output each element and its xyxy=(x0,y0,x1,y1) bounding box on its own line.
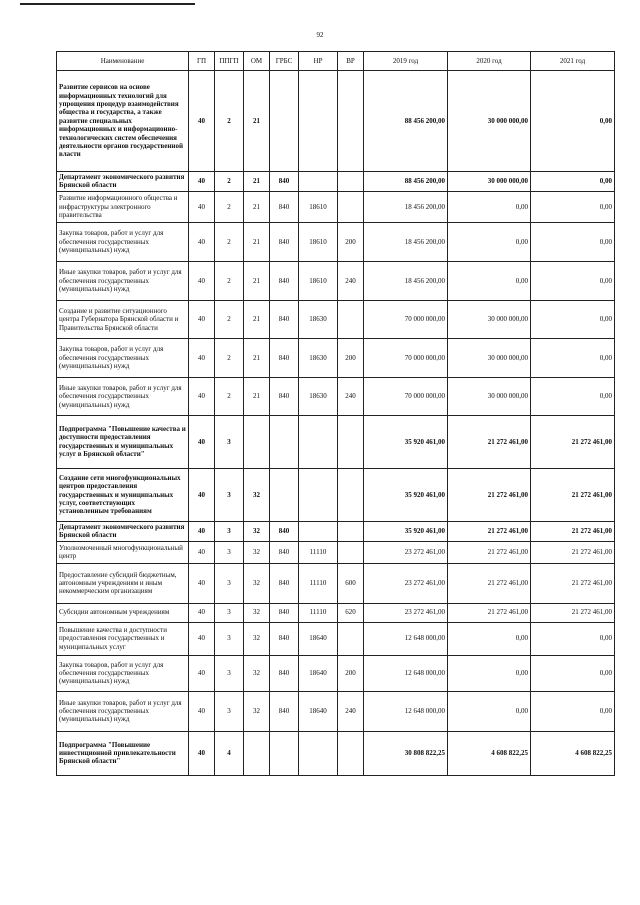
cell-nr: 18630 xyxy=(299,300,338,338)
cell-ppgp: 2 xyxy=(215,261,244,300)
cell-om: 32 xyxy=(244,655,270,691)
cell-gp: 40 xyxy=(189,377,215,415)
cell-vr xyxy=(338,415,364,468)
cell-om xyxy=(244,415,270,468)
cell-grbs: 840 xyxy=(270,691,299,731)
cell-nr: 11110 xyxy=(299,563,338,603)
col-header-vr: ВР xyxy=(338,52,364,71)
cell-name: Уполномоченный многофункциональный центр xyxy=(57,541,189,563)
cell-name: Предоставление субсидий бюджетным, автономным учреждениям и иным некоммерческим организациям xyxy=(57,563,189,603)
cell-2019: 18 456 200,00 xyxy=(364,222,448,261)
col-header-nr: НР xyxy=(299,52,338,71)
cell-grbs: 840 xyxy=(270,191,299,222)
cell-2019: 88 456 200,00 xyxy=(364,172,448,192)
cell-2020: 0,00 xyxy=(448,261,531,300)
cell-om: 32 xyxy=(244,541,270,563)
cell-gp: 40 xyxy=(189,191,215,222)
cell-2021: 0,00 xyxy=(531,71,615,172)
cell-om: 32 xyxy=(244,603,270,622)
cell-2019: 70 000 000,00 xyxy=(364,300,448,338)
cell-vr: 240 xyxy=(338,691,364,731)
cell-name: Подпрограмма "Повышение инвестиционной привлекательности Брянской области" xyxy=(57,731,189,775)
cell-gp: 40 xyxy=(189,468,215,521)
cell-nr: 18610 xyxy=(299,261,338,300)
cell-2021: 21 272 461,00 xyxy=(531,541,615,563)
cell-2019: 23 272 461,00 xyxy=(364,563,448,603)
cell-gp: 40 xyxy=(189,415,215,468)
cell-name: Иные закупки товаров, работ и услуг для обеспечения государственных (муниципальных) нужд xyxy=(57,261,189,300)
table-row xyxy=(57,521,615,541)
cell-grbs xyxy=(270,468,299,521)
cell-nr: 18610 xyxy=(299,222,338,261)
cell-gp: 40 xyxy=(189,222,215,261)
cell-om: 32 xyxy=(244,563,270,603)
cell-2020: 21 272 461,00 xyxy=(448,603,531,622)
cell-2021: 0,00 xyxy=(531,622,615,655)
cell-name: Иные закупки товаров, работ и услуг для обеспечения государственных (муниципальных) нужд xyxy=(57,691,189,731)
cell-vr xyxy=(338,172,364,192)
cell-ppgp: 2 xyxy=(215,71,244,172)
cell-ppgp: 2 xyxy=(215,172,244,192)
cell-name: Создание сети многофункциональных центров предоставления государственных и муниципальных услуг, соответствующих установленным требованиям xyxy=(57,468,189,521)
cell-2020: 4 608 822,25 xyxy=(448,731,531,775)
col-header-grbs: ГРБС xyxy=(270,52,299,71)
cell-2019: 70 000 000,00 xyxy=(364,338,448,377)
cell-2020: 0,00 xyxy=(448,222,531,261)
cell-2020: 21 272 461,00 xyxy=(448,468,531,521)
cell-grbs xyxy=(270,415,299,468)
cell-om: 32 xyxy=(244,521,270,541)
cell-ppgp: 3 xyxy=(215,655,244,691)
cell-vr: 600 xyxy=(338,563,364,603)
cell-gp: 40 xyxy=(189,655,215,691)
cell-ppgp: 3 xyxy=(215,521,244,541)
cell-vr xyxy=(338,731,364,775)
cell-2021: 21 272 461,00 xyxy=(531,603,615,622)
cell-vr xyxy=(338,521,364,541)
table-row xyxy=(57,691,615,731)
table-row xyxy=(57,300,615,338)
col-header-name: Наименование xyxy=(57,52,189,71)
cell-vr xyxy=(338,71,364,172)
cell-grbs: 840 xyxy=(270,222,299,261)
col-header-2019: 2019 год xyxy=(364,52,448,71)
col-header-2020: 2020 год xyxy=(448,52,531,71)
cell-ppgp: 3 xyxy=(215,541,244,563)
cell-2020: 30 000 000,00 xyxy=(448,338,531,377)
cell-ppgp: 2 xyxy=(215,338,244,377)
table-row xyxy=(57,541,615,563)
cell-2020: 0,00 xyxy=(448,191,531,222)
cell-2021: 0,00 xyxy=(531,655,615,691)
cell-2021: 0,00 xyxy=(531,338,615,377)
cell-nr: 18640 xyxy=(299,655,338,691)
cell-2020: 21 272 461,00 xyxy=(448,563,531,603)
cell-gp: 40 xyxy=(189,338,215,377)
cell-nr: 11110 xyxy=(299,603,338,622)
cell-2019: 70 000 000,00 xyxy=(364,377,448,415)
cell-2020: 21 272 461,00 xyxy=(448,541,531,563)
cell-2021: 21 272 461,00 xyxy=(531,521,615,541)
cell-om xyxy=(244,731,270,775)
cell-om: 21 xyxy=(244,261,270,300)
cell-om: 21 xyxy=(244,71,270,172)
cell-2021: 4 608 822,25 xyxy=(531,731,615,775)
table-row xyxy=(57,563,615,603)
cell-gp: 40 xyxy=(189,521,215,541)
cell-gp: 40 xyxy=(189,563,215,603)
cell-2020: 21 272 461,00 xyxy=(448,521,531,541)
table-row xyxy=(57,622,615,655)
cell-name: Иные закупки товаров, работ и услуг для обеспечения государственных (муниципальных) нужд xyxy=(57,377,189,415)
cell-om: 32 xyxy=(244,468,270,521)
table-row xyxy=(57,655,615,691)
cell-nr xyxy=(299,468,338,521)
cell-nr xyxy=(299,71,338,172)
cell-ppgp: 2 xyxy=(215,377,244,415)
table-row xyxy=(57,731,615,775)
cell-2021: 21 272 461,00 xyxy=(531,563,615,603)
table-row xyxy=(57,377,615,415)
cell-nr: 11110 xyxy=(299,541,338,563)
cell-2021: 0,00 xyxy=(531,300,615,338)
budget-table xyxy=(56,51,615,776)
cell-om: 21 xyxy=(244,300,270,338)
cell-name: Подпрограмма "Повышение качества и доступности предоставления государственных и муниципальных услуг в Брянской области" xyxy=(57,415,189,468)
cell-vr xyxy=(338,622,364,655)
cell-vr xyxy=(338,468,364,521)
cell-2020: 0,00 xyxy=(448,691,531,731)
cell-2019: 18 456 200,00 xyxy=(364,191,448,222)
cell-2020: 30 000 000,00 xyxy=(448,71,531,172)
cell-ppgp: 2 xyxy=(215,191,244,222)
cell-ppgp: 2 xyxy=(215,222,244,261)
cell-2019: 35 920 461,00 xyxy=(364,415,448,468)
cell-gp: 40 xyxy=(189,261,215,300)
cell-2020: 30 000 000,00 xyxy=(448,300,531,338)
cell-name: Субсидии автономным учреждениям xyxy=(57,603,189,622)
cell-grbs: 840 xyxy=(270,172,299,192)
cell-2020: 0,00 xyxy=(448,655,531,691)
cell-2019: 30 808 822,25 xyxy=(364,731,448,775)
cell-2021: 0,00 xyxy=(531,691,615,731)
cell-ppgp: 3 xyxy=(215,622,244,655)
cell-2019: 12 648 000,00 xyxy=(364,691,448,731)
cell-nr: 18630 xyxy=(299,338,338,377)
cell-grbs: 840 xyxy=(270,603,299,622)
cell-ppgp: 4 xyxy=(215,731,244,775)
table-row xyxy=(57,71,615,172)
cell-grbs: 840 xyxy=(270,563,299,603)
cell-ppgp: 3 xyxy=(215,691,244,731)
cell-nr xyxy=(299,172,338,192)
cell-vr: 240 xyxy=(338,377,364,415)
cell-2021: 0,00 xyxy=(531,377,615,415)
cell-om: 21 xyxy=(244,377,270,415)
table-row xyxy=(57,603,615,622)
cell-name: Создание и развитие ситуационного центра Губернатора Брянской области и Правительства Брянской области xyxy=(57,300,189,338)
cell-vr: 200 xyxy=(338,338,364,377)
cell-grbs xyxy=(270,71,299,172)
cell-nr xyxy=(299,731,338,775)
cell-2019: 12 648 000,00 xyxy=(364,655,448,691)
cell-nr: 18630 xyxy=(299,377,338,415)
cell-gp: 40 xyxy=(189,541,215,563)
cell-name: Развитие информационного общества и инфраструктуры электронного правительства xyxy=(57,191,189,222)
col-header-ppgp: ППГП xyxy=(215,52,244,71)
cell-name: Закупка товаров, работ и услуг для обеспечения государственных (муниципальных) нужд xyxy=(57,338,189,377)
cell-name: Развитие сервисов на основе информационных технологий для упрощения процедур взаимодействия общества и государства, а также развитие специальных информационных и информационно-технологических систем обеспечения деятельности органов государственной власти xyxy=(57,71,189,172)
cell-2019: 88 456 200,00 xyxy=(364,71,448,172)
cell-gp: 40 xyxy=(189,603,215,622)
cell-grbs: 840 xyxy=(270,622,299,655)
cell-grbs: 840 xyxy=(270,541,299,563)
cell-2019: 18 456 200,00 xyxy=(364,261,448,300)
table-row xyxy=(57,468,615,521)
cell-nr: 18610 xyxy=(299,191,338,222)
col-header-gp: ГП xyxy=(189,52,215,71)
cell-ppgp: 3 xyxy=(215,603,244,622)
table-row xyxy=(57,222,615,261)
cell-gp: 40 xyxy=(189,172,215,192)
cell-grbs: 840 xyxy=(270,377,299,415)
cell-name: Департамент экономического развития Брянской области xyxy=(57,521,189,541)
cell-nr: 18640 xyxy=(299,691,338,731)
cell-grbs: 840 xyxy=(270,521,299,541)
table-row xyxy=(57,191,615,222)
cell-nr xyxy=(299,415,338,468)
cell-2020: 0,00 xyxy=(448,622,531,655)
cell-om: 21 xyxy=(244,338,270,377)
cell-vr xyxy=(338,191,364,222)
cell-ppgp: 3 xyxy=(215,415,244,468)
cell-2021: 21 272 461,00 xyxy=(531,468,615,521)
cell-om: 32 xyxy=(244,691,270,731)
cell-name: Закупка товаров, работ и услуг для обеспечения государственных (муниципальных) нужд xyxy=(57,222,189,261)
cell-name: Закупка товаров, работ и услуг для обеспечения государственных (муниципальных) нужд xyxy=(57,655,189,691)
cell-grbs xyxy=(270,731,299,775)
cell-2019: 35 920 461,00 xyxy=(364,468,448,521)
cell-vr xyxy=(338,300,364,338)
cell-gp: 40 xyxy=(189,622,215,655)
cell-2020: 30 000 000,00 xyxy=(448,377,531,415)
cell-vr: 620 xyxy=(338,603,364,622)
col-header-2021: 2021 год xyxy=(531,52,615,71)
cell-ppgp: 3 xyxy=(215,563,244,603)
cell-vr: 200 xyxy=(338,222,364,261)
cell-name: Повышение качества и доступности предоставления государственных и муниципальных услуг xyxy=(57,622,189,655)
cell-om: 21 xyxy=(244,172,270,192)
cell-om: 21 xyxy=(244,222,270,261)
table-row xyxy=(57,415,615,468)
cell-2020: 30 000 000,00 xyxy=(448,172,531,192)
cell-2021: 0,00 xyxy=(531,261,615,300)
cell-grbs: 840 xyxy=(270,261,299,300)
cell-nr xyxy=(299,521,338,541)
cell-2020: 21 272 461,00 xyxy=(448,415,531,468)
cell-2019: 23 272 461,00 xyxy=(364,603,448,622)
table-row xyxy=(57,261,615,300)
cell-2021: 0,00 xyxy=(531,191,615,222)
top-rule xyxy=(20,3,195,5)
cell-2021: 0,00 xyxy=(531,222,615,261)
cell-ppgp: 3 xyxy=(215,468,244,521)
cell-2019: 12 648 000,00 xyxy=(364,622,448,655)
cell-nr: 18640 xyxy=(299,622,338,655)
cell-name: Департамент экономического развития Брянской области xyxy=(57,172,189,192)
cell-2021: 21 272 461,00 xyxy=(531,415,615,468)
header-row xyxy=(57,52,615,71)
cell-gp: 40 xyxy=(189,300,215,338)
table-row xyxy=(57,338,615,377)
cell-vr: 240 xyxy=(338,261,364,300)
cell-gp: 40 xyxy=(189,731,215,775)
cell-grbs: 840 xyxy=(270,655,299,691)
cell-2019: 35 920 461,00 xyxy=(364,521,448,541)
cell-vr: 200 xyxy=(338,655,364,691)
cell-grbs: 840 xyxy=(270,338,299,377)
cell-ppgp: 2 xyxy=(215,300,244,338)
cell-vr xyxy=(338,541,364,563)
table-row xyxy=(57,172,615,192)
page-number: 92 xyxy=(316,31,324,39)
cell-om: 32 xyxy=(244,622,270,655)
cell-gp: 40 xyxy=(189,691,215,731)
col-header-om: ОМ xyxy=(244,52,270,71)
cell-2021: 0,00 xyxy=(531,172,615,192)
cell-grbs: 840 xyxy=(270,300,299,338)
cell-gp: 40 xyxy=(189,71,215,172)
cell-2019: 23 272 461,00 xyxy=(364,541,448,563)
cell-om: 21 xyxy=(244,191,270,222)
